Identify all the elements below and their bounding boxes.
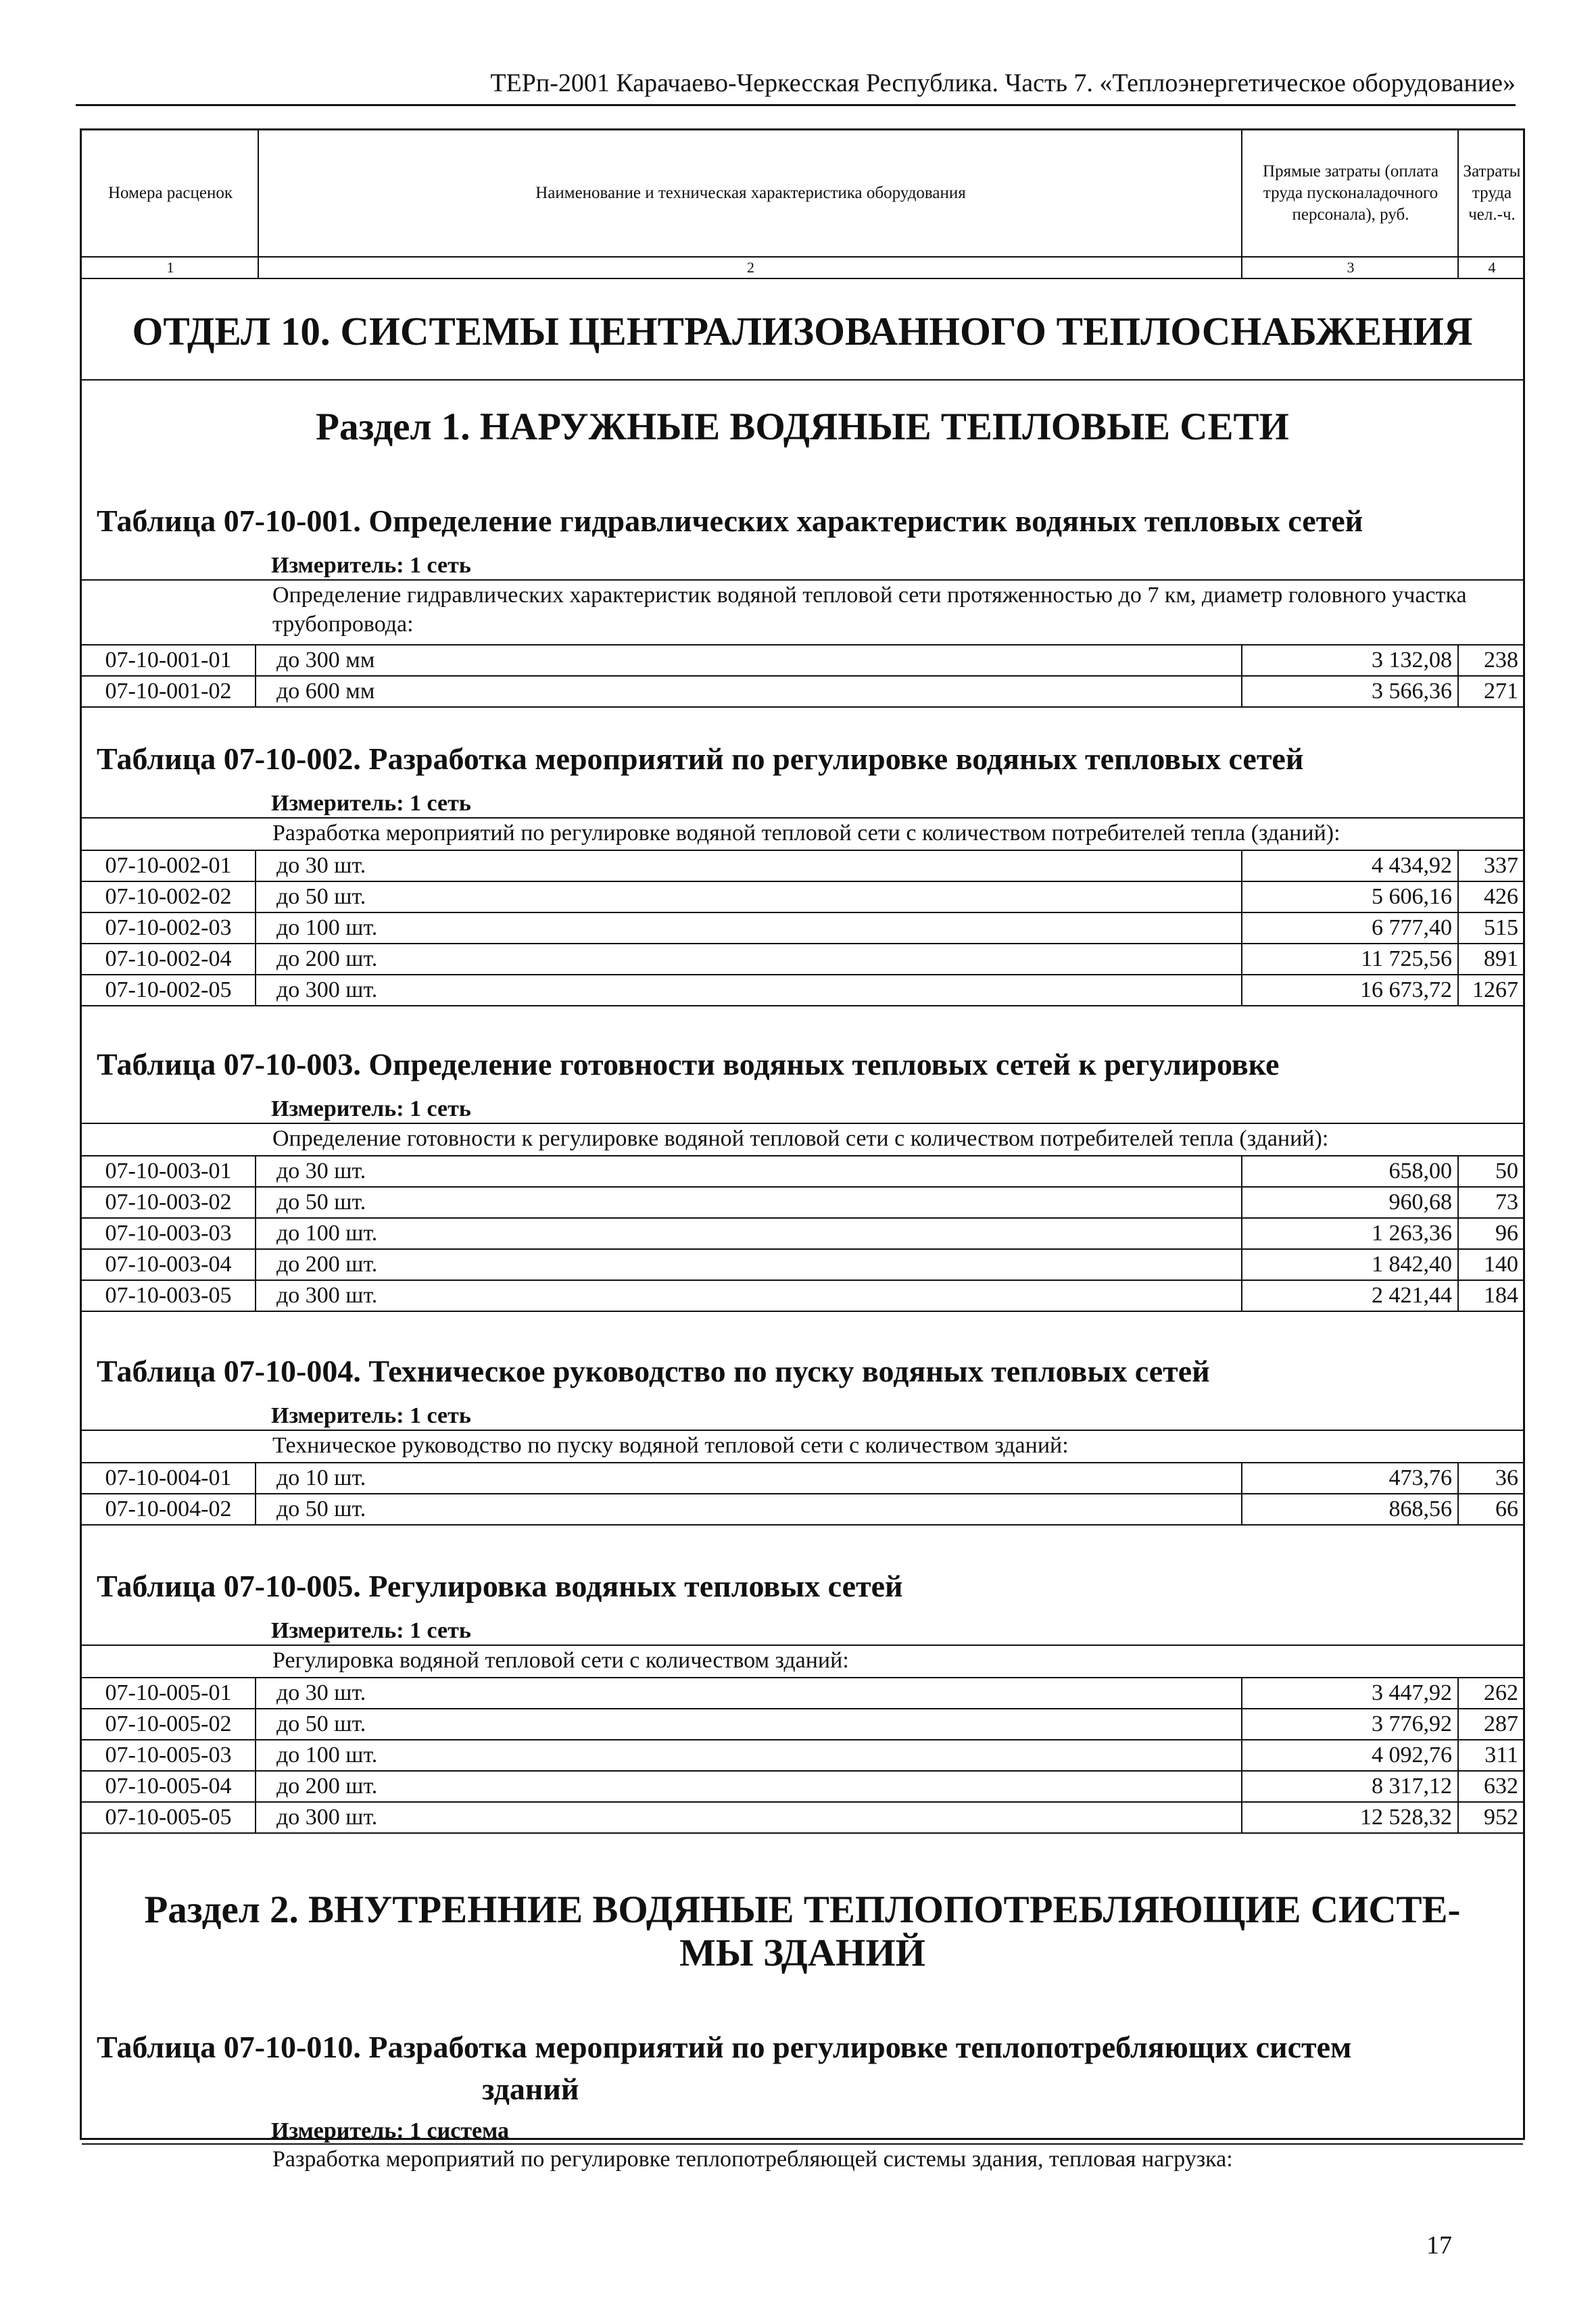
- table-row: [82, 675, 1523, 706]
- rate-name: до 100 шт.: [259, 1740, 1242, 1770]
- table-row: [82, 1155, 1523, 1186]
- page-number: 17: [1426, 2231, 1452, 2260]
- table-measure: Измеритель: 1 сеть: [271, 1096, 471, 1121]
- table-title: Таблица 07-10-002. Разработка мероприятий по регулировке водяных тепловых сетей: [97, 741, 1304, 776]
- table-measure: Измеритель: 1 система: [271, 2118, 510, 2143]
- rate-name: до 100 шт.: [259, 913, 1242, 943]
- rate-cost: 868,56: [1242, 1494, 1459, 1524]
- rate-cost: 658,00: [1242, 1156, 1459, 1186]
- rate-name: до 50 шт.: [259, 1188, 1242, 1217]
- table-row: [82, 1708, 1523, 1739]
- rate-code: 07-10-003-04: [82, 1250, 256, 1280]
- rate-labor: 426: [1484, 884, 1518, 909]
- rate-code: 07-10-002-04: [82, 944, 256, 974]
- rate-code: 07-10-004-01: [82, 1463, 256, 1493]
- page-frame: [80, 128, 1525, 2172]
- rate-labor: 311: [1484, 1743, 1518, 1768]
- table-title: Таблица 07-10-001. Определение гидравлических характеристик водяных тепловых сетей: [97, 504, 1363, 538]
- rate-name: до 300 шт.: [259, 1803, 1242, 1832]
- rate-code: 07-10-002-05: [82, 975, 256, 1005]
- table-row: [82, 881, 1523, 912]
- rate-cost: 3 566,36: [1242, 677, 1459, 706]
- rate-labor: 632: [1484, 1774, 1518, 1799]
- rate-labor: 96: [1495, 1221, 1518, 1246]
- rate-cost: 1 842,40: [1242, 1250, 1459, 1280]
- section-2-title-line2: МЫ ЗДАНИЙ: [679, 1932, 925, 1974]
- table-row: [82, 850, 1523, 881]
- rate-cost: 6 777,40: [1242, 913, 1459, 943]
- table-title: Таблица 07-10-004. Техническое руководство по пуску водяных тепловых сетей: [97, 1354, 1210, 1388]
- table-row: [82, 1248, 1523, 1280]
- rate-code: 07-10-005-03: [82, 1740, 256, 1770]
- rate-cost: 1 263,36: [1242, 1219, 1459, 1248]
- rate-code: 07-10-001-01: [82, 645, 256, 675]
- rate-cost: 11 725,56: [1242, 944, 1459, 974]
- rate-name: до 50 шт.: [259, 1494, 1242, 1524]
- rate-name: до 300 мм: [259, 645, 1242, 675]
- table-row: [82, 943, 1523, 974]
- rate-cost: 3 776,92: [1242, 1709, 1459, 1739]
- rate-code: 07-10-004-02: [82, 1494, 256, 1524]
- rate-cost: 12 528,32: [1242, 1803, 1459, 1832]
- table-row: [82, 1186, 1523, 1217]
- rate-labor: 140: [1484, 1252, 1518, 1277]
- col-num-1: 1: [166, 259, 174, 276]
- table-measure: Измеритель: 1 сеть: [271, 791, 471, 816]
- table-description: Определение готовности к регулировке водяной тепловой сети с количеством потребителей тепла (зданий):: [272, 1126, 1329, 1151]
- table-row: [82, 1280, 1523, 1311]
- rate-name: до 200 шт.: [259, 944, 1242, 974]
- col-header-cost: Прямые затраты (оплата труда пусконаладочного персонала), руб.: [1263, 162, 1438, 224]
- col-header-name: Наименование и техническая характеристика оборудования: [535, 184, 966, 202]
- rate-cost: 473,76: [1242, 1463, 1459, 1493]
- rate-cost: 960,68: [1242, 1188, 1459, 1217]
- rate-cost: 8 317,12: [1242, 1772, 1459, 1801]
- rate-code: 07-10-003-01: [82, 1156, 256, 1186]
- rate-code: 07-10-003-03: [82, 1219, 256, 1248]
- rate-name: до 30 шт.: [259, 1156, 1242, 1186]
- header-title: ТЕРп-2001 Карачаево-Черкесская Республика. Часть 7. «Теплоэнергетическое оборудование»: [490, 69, 1516, 97]
- rate-labor: 184: [1484, 1283, 1518, 1308]
- rate-cost: 2 421,44: [1242, 1281, 1459, 1311]
- table-title-line2: зданий: [482, 2072, 579, 2106]
- rate-name: до 300 шт.: [259, 975, 1242, 1005]
- table-row: [82, 912, 1523, 943]
- rate-name: до 30 шт.: [259, 851, 1242, 881]
- table-measure: Измеритель: 1 сеть: [271, 1618, 471, 1643]
- table-description: Техническое руководство по пуску водяной тепловой сети с количеством зданий:: [272, 1433, 1069, 1458]
- rate-labor: 952: [1484, 1805, 1518, 1830]
- table-description: Определение гидравлических характеристик водяной тепловой сети протяженностью до 7 км, диаметр головного участка трубопровода:: [272, 583, 1467, 637]
- rate-name: до 200 шт.: [259, 1772, 1242, 1801]
- rate-labor: 1267: [1472, 977, 1518, 1002]
- table-row: [82, 644, 1523, 675]
- rate-labor: 337: [1484, 853, 1518, 878]
- table-measure: Измеритель: 1 сеть: [271, 553, 471, 578]
- table-title: Таблица 07-10-003. Определение готовности водяных тепловых сетей к регулировке: [97, 1047, 1280, 1081]
- rate-labor: 36: [1495, 1465, 1518, 1490]
- rate-name: до 30 шт.: [259, 1678, 1242, 1708]
- rate-cost: 5 606,16: [1242, 882, 1459, 912]
- rate-code: 07-10-005-05: [82, 1803, 256, 1832]
- col-header-labor: Затраты труда чел.-ч.: [1463, 162, 1521, 224]
- table-row: [82, 1770, 1523, 1801]
- table-row: [82, 1677, 1523, 1708]
- table-description: Разработка мероприятий по регулировке теплопотребляющей системы здания, тепловая нагрузка:: [272, 2147, 1233, 2172]
- col-num-4: 4: [1488, 259, 1496, 276]
- rate-code: 07-10-002-02: [82, 882, 256, 912]
- rate-cost: 4 092,76: [1242, 1740, 1459, 1770]
- rate-labor: 287: [1484, 1711, 1518, 1736]
- department-title: ОТДЕЛ 10. СИСТЕМЫ ЦЕНТРАЛИЗОВАННОГО ТЕПЛОСНАБЖЕНИЯ: [132, 309, 1473, 354]
- rate-labor: 66: [1495, 1496, 1518, 1521]
- rate-labor: 262: [1484, 1680, 1518, 1705]
- rate-cost: 3 132,08: [1242, 645, 1459, 675]
- rate-code: 07-10-002-03: [82, 913, 256, 943]
- rate-labor: 271: [1484, 679, 1518, 704]
- rate-labor: 515: [1484, 915, 1518, 940]
- rate-name: до 100 шт.: [259, 1219, 1242, 1248]
- rate-code: 07-10-001-02: [82, 677, 256, 706]
- rate-cost: 4 434,92: [1242, 851, 1459, 881]
- col-header-codes: Номера расценок: [107, 184, 233, 202]
- rate-code: 07-10-003-05: [82, 1281, 256, 1311]
- table-description: Разработка мероприятий по регулировке водяной тепловой сети с количеством потребителей тепла (зданий):: [272, 821, 1340, 846]
- table-row: [82, 1493, 1523, 1524]
- rate-code: 07-10-002-01: [82, 851, 256, 881]
- rate-cost: 16 673,72: [1242, 975, 1459, 1005]
- rate-labor: 73: [1495, 1190, 1518, 1215]
- table-measure: Измеритель: 1 сеть: [271, 1403, 471, 1428]
- rate-name: до 50 шт.: [259, 1709, 1242, 1739]
- col-num-2: 2: [747, 259, 754, 276]
- rate-code: 07-10-005-01: [82, 1678, 256, 1708]
- table-description: Регулировка водяной тепловой сети с количеством зданий:: [272, 1648, 849, 1673]
- rate-name: до 50 шт.: [259, 882, 1242, 912]
- table-title: Таблица 07-10-005. Регулировка водяных тепловых сетей: [97, 1569, 903, 1603]
- rate-labor: 891: [1484, 946, 1518, 971]
- rate-name: до 300 шт.: [259, 1281, 1242, 1311]
- rate-name: до 200 шт.: [259, 1250, 1242, 1280]
- rate-cost: 3 447,92: [1242, 1678, 1459, 1708]
- section-1-title: Раздел 1. НАРУЖНЫЕ ВОДЯНЫЕ ТЕПЛОВЫЕ СЕТИ: [316, 406, 1289, 448]
- col-num-3: 3: [1347, 259, 1355, 276]
- table-row: [82, 974, 1523, 1005]
- rate-labor: 50: [1495, 1159, 1518, 1184]
- rate-code: 07-10-005-04: [82, 1772, 256, 1801]
- table-row: [82, 1217, 1523, 1248]
- table-row: [82, 1739, 1523, 1770]
- rate-labor: 238: [1484, 648, 1518, 673]
- running-header: [76, 66, 1516, 106]
- table-row: [82, 1462, 1523, 1493]
- table-row: [82, 1801, 1523, 1832]
- rate-code: 07-10-005-02: [82, 1709, 256, 1739]
- rate-code: 07-10-003-02: [82, 1188, 256, 1217]
- table-title-line1: Таблица 07-10-010. Разработка мероприятий по регулировке теплопотребляющих систем: [97, 2030, 1352, 2064]
- rate-name: до 600 мм: [259, 677, 1242, 706]
- section-2-title-line1: Раздел 2. ВНУТРЕННИЕ ВОДЯНЫЕ ТЕПЛОПОТРЕБЛЯЮЩИЕ СИСТЕ-: [144, 1888, 1461, 1931]
- rate-name: до 10 шт.: [259, 1463, 1242, 1493]
